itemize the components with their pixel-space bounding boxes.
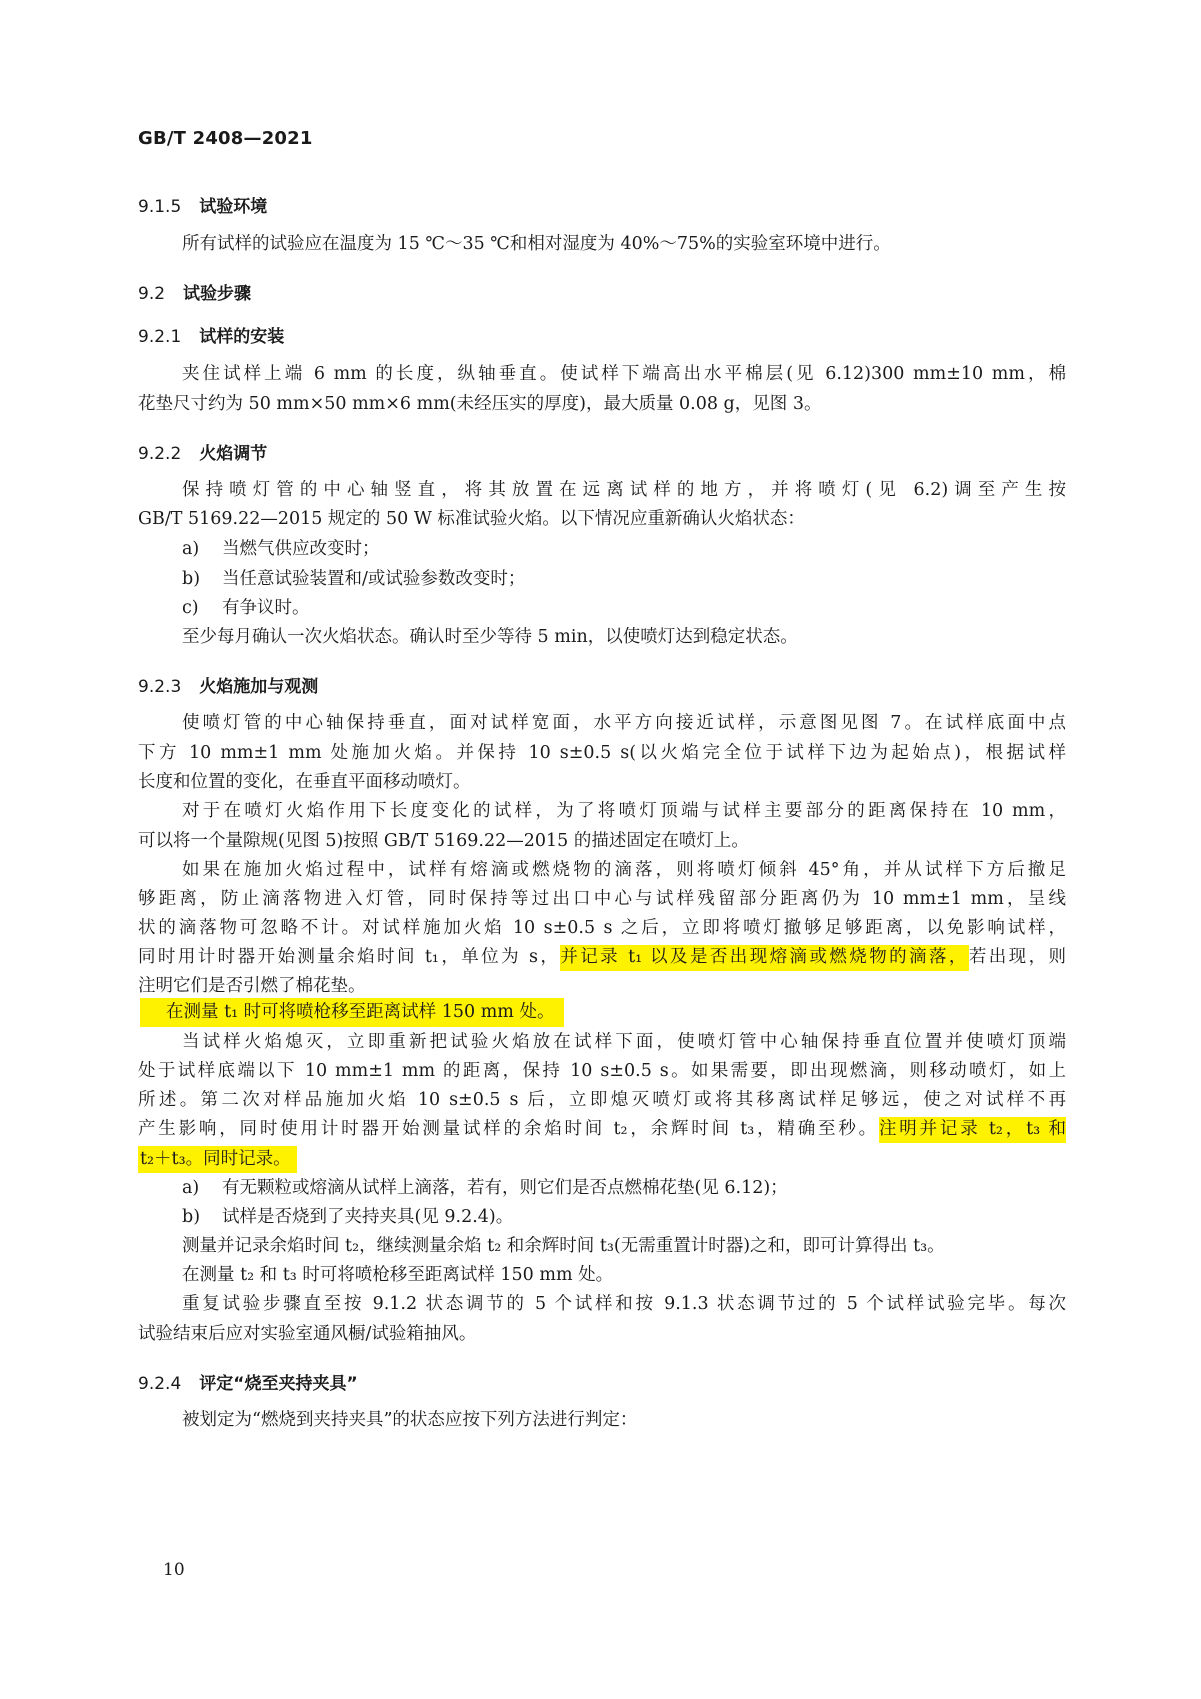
paragraph-line: 当试样火焰熄灭，立即重新把试验火焰放在试样下面，使喷灯管中心轴保持垂直位置并使喷灯顶端 [182, 1032, 1066, 1052]
paragraph-line: 在测量 t₂ 和 t₃ 时可将喷枪移至距离试样 150 mm 处。 [182, 1265, 614, 1285]
list-item [182, 600, 1110, 618]
paragraph-line: 所述。第二次对样品施加火焰 10 s±0.5 s 后，立即熄灭喷灯或将其移离试样足够远，使之对试样不再 [138, 1090, 1066, 1110]
section-9-2-4-heading [138, 1369, 358, 1394]
paragraph-line: 夹住试样上端 6 mm 的长度，纵轴垂直。使试样下端高出水平棉层(见 6.12)300 mm±10 mm，棉 [182, 364, 1066, 384]
paragraph-line [138, 949, 1066, 967]
paragraph-line: 状的滴落物可忽略不计。对试样施加火焰 10 s±0.5 s 之后，立即将喷灯撤够足够距离，以免影响试样， [138, 918, 1066, 938]
section-number: 9.2.1 [138, 327, 182, 347]
highlighted-text: 并记录 t₁ 以及是否出现熔滴或燃烧物的滴落， [560, 945, 969, 971]
section-9-2-1-heading [138, 322, 284, 347]
highlighted-text: 注明并记录 t₂，t₃ 和 [879, 1117, 1066, 1143]
list-item-text: 有无颗粒或熔滴从试样上滴落，若有，则它们是否点燃棉花垫(见 6.12)； [222, 1178, 788, 1198]
paragraph-line: 测量并记录余焰时间 t₂，继续测量余焰 t₂ 和余辉时间 t₃(无需重置计时器)之和，即可计算得出 t₃。 [182, 1236, 945, 1256]
text-run: 产生影响，同时使用计时器开始测量试样的余焰时间 t₂，余辉时间 t₃，精确至秒。 [138, 1119, 879, 1139]
paragraph-line: 如果在施加火焰过程中，试样有熔滴或燃烧物的滴落，则将喷灯倾斜 45°角，并从试样下方后撤足 [182, 860, 1066, 880]
paragraph-line: 使喷灯管的中心轴保持垂直，面对试样宽面，水平方向接近试样，示意图见图 7。在试样底面中点 [182, 713, 1066, 733]
paragraph-line: 下方 10 mm±1 mm 处施加火焰。并保持 10 s±0.5 s(以火焰完全位于试样下边为起始点)，根据试样 [138, 743, 1066, 763]
paragraph-line: 所有试样的试验应在温度为 15 ℃～35 ℃和相对湿度为 40%～75%的实验室环境中进行。 [182, 234, 891, 254]
section-title: 火焰调节 [199, 444, 268, 464]
section-number: 9.2 [138, 284, 166, 304]
highlighted-text: 在测量 t₁ 时可将喷枪移至距离试样 150 mm 处。 [140, 998, 564, 1027]
list-item [182, 1180, 1110, 1198]
section-9-2-heading [138, 279, 251, 304]
highlighted-line [140, 1004, 1068, 1022]
section-title: 试验步骤 [183, 284, 252, 304]
paragraph-line: 试验结束后应对实验室通风橱/试验箱抽风。 [138, 1324, 477, 1344]
paragraph-line: 处于试样底端以下 10 mm±1 mm 的距离，保持 10 s±0.5 s。如果需要，即出现燃滴，则移动喷灯，如上 [138, 1061, 1066, 1081]
section-9-1-5-heading [138, 192, 267, 217]
paragraph-line: 够距离，防止滴落物进入灯管，同时保持等过出口中心与试样残留部分距离仍为 10 mm±1 mm，呈线 [138, 889, 1066, 909]
section-title: 试样的安装 [199, 327, 285, 347]
paragraph-line: 重复试验步骤直至按 9.1.2 状态调节的 5 个试样和按 9.1.3 状态调节过的 5 个试样试验完毕。每次 [182, 1294, 1066, 1314]
list-item-label: b) [182, 569, 201, 589]
paragraph-line: 被划定为“燃烧到夹持夹具”的状态应按下列方法进行判定： [182, 1410, 638, 1430]
paragraph-line: 保持喷灯管的中心轴竖直，将其放置在远离试样的地方，并将喷灯(见 6.2)调至产生按 [182, 480, 1066, 500]
paragraph-line: 长度和位置的变化，在垂直平面移动喷灯。 [138, 772, 471, 792]
list-item [182, 1209, 1110, 1227]
paragraph-line: GB/T 5169.22—2015 规定的 50 W 标准试验火焰。以下情况应重新确认火焰状态： [138, 509, 805, 529]
list-item-label: a) [182, 539, 200, 559]
list-item [182, 571, 1110, 589]
text-run: 同时用计时器开始测量余焰时间 t₁，单位为 s， [138, 947, 561, 967]
section-9-2-2-heading [138, 439, 267, 464]
section-title: 评定“烧至夹持夹具” [199, 1374, 358, 1394]
page-number: 10 [163, 1560, 185, 1580]
paragraph-line: 注明它们是否引燃了棉花垫。 [138, 976, 366, 996]
list-item [182, 541, 1110, 559]
list-item-text: 当燃气供应改变时； [222, 539, 380, 559]
list-item-text: 有争议时。 [222, 598, 310, 618]
paragraph-line: 对于在喷灯火焰作用下长度变化的试样，为了将喷灯顶端与试样主要部分的距离保持在 10 mm， [182, 801, 1066, 821]
section-number: 9.1.5 [138, 197, 182, 217]
list-item-label: b) [182, 1207, 201, 1227]
highlighted-text: t₂＋t₃。同时记录。 [138, 1146, 297, 1173]
paragraph-line [138, 1151, 1066, 1169]
section-9-2-3-heading [138, 672, 318, 697]
text-run: 若出现，则 [968, 947, 1067, 967]
list-item-label: a) [182, 1178, 200, 1198]
paragraph-line: 可以将一个量隙规(见图 5)按照 GB/T 5169.22—2015 的描述固定在喷灯上。 [138, 831, 749, 851]
section-title: 试验环境 [199, 197, 268, 217]
section-number: 9.2.4 [138, 1374, 182, 1394]
section-number: 9.2.3 [138, 677, 182, 697]
list-item-label: c) [182, 598, 199, 618]
paragraph-line [138, 1121, 1066, 1139]
list-item-text: 当任意试验装置和/或试验参数改变时； [222, 569, 526, 589]
paragraph-line: 花垫尺寸约为 50 mm×50 mm×6 mm(未经压实的厚度)，最大质量 0.08 g，见图 3。 [138, 394, 822, 414]
section-number: 9.2.2 [138, 444, 182, 464]
section-title: 火焰施加与观测 [199, 677, 319, 697]
list-item-text: 试样是否烧到了夹持夹具(见 9.2.4)。 [222, 1207, 514, 1227]
paragraph-line: 至少每月确认一次火焰状态。确认时至少等待 5 min，以使喷灯达到稳定状态。 [182, 627, 798, 647]
standard-code: GB/T 2408—2021 [138, 128, 313, 149]
